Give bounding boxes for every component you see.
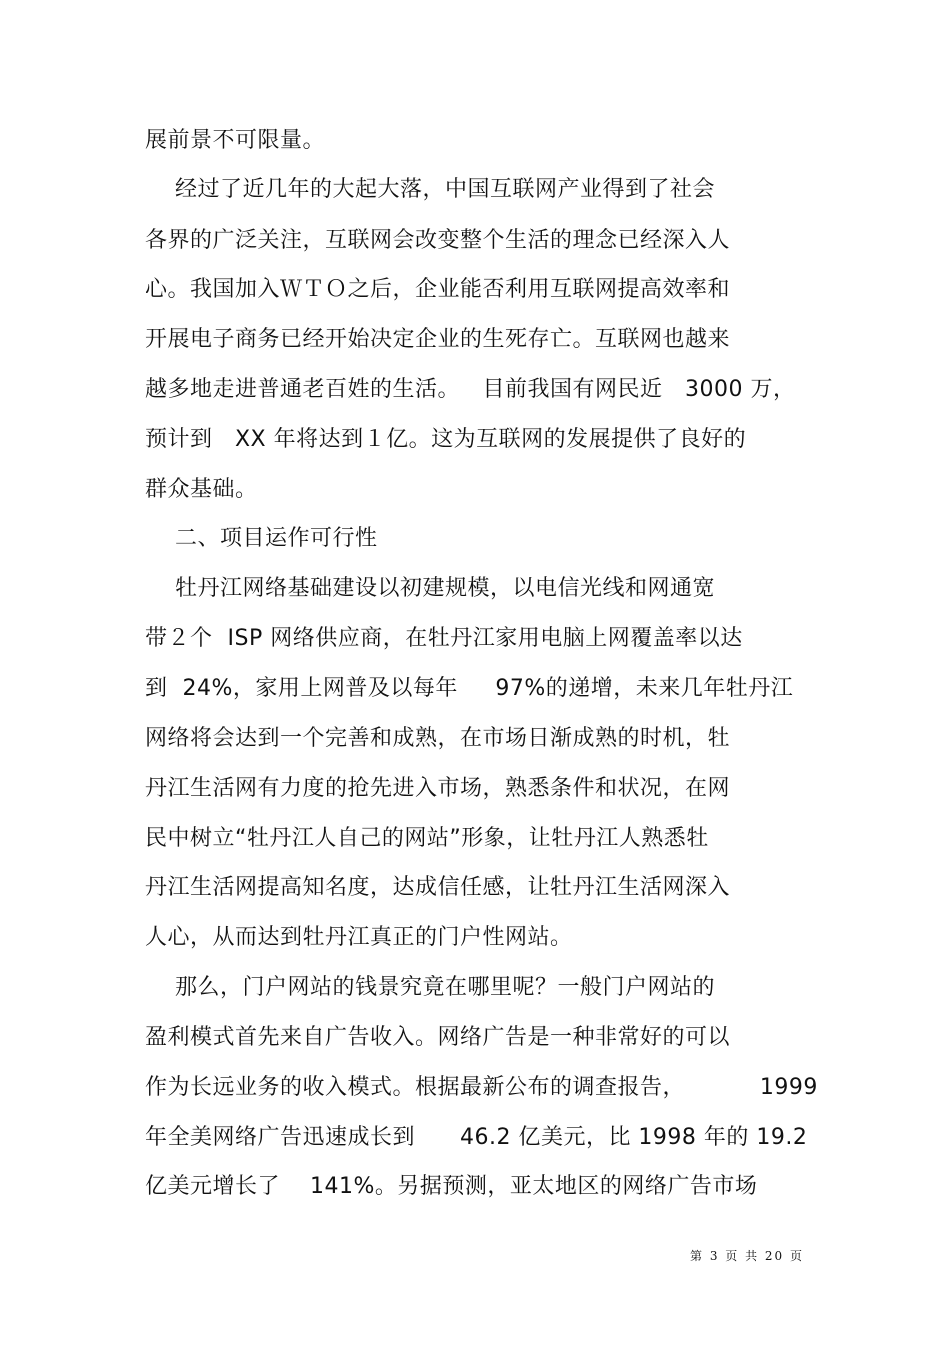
section-heading: 二、项目运作可行性 [145, 526, 378, 551]
body-text-line: 到 24%，家用上网普及以每年 97%的递增，未来几年牡丹江 [145, 676, 794, 701]
body-text-line: 各界的广泛关注，互联网会改变整个生活的理念已经深入人 [145, 228, 731, 253]
body-text-line: 牡丹江网络基础建设以初建规模，以电信光线和网通宽 [145, 576, 715, 601]
page-number-footer: 第 3 页 共 20 页 [690, 1249, 804, 1263]
body-text-line: 那么，门户网站的钱景究竟在哪里呢？一般门户网站的 [145, 975, 715, 1000]
body-text-line: 预计到 XX 年将达到１亿。这为互联网的发展提供了良好的 [145, 427, 747, 452]
body-text-line: 心。我国加入ＷＴＯ之后，企业能否利用互联网提高效率和 [145, 277, 731, 302]
body-text-line: 亿美元增长了 141%。另据预测，亚太地区的网络广告市场 [145, 1174, 758, 1199]
body-text-line: 开展电子商务已经开始决定企业的生死存亡。互联网也越来 [145, 327, 731, 352]
body-text-line: 作为长远业务的收入模式。根据最新公布的调查报告， 1999 [145, 1075, 818, 1100]
body-text-line: 人心，从而达到牡丹江真正的门户性网站。 [145, 925, 573, 950]
body-text-line: 展前景不可限量。 [145, 128, 326, 153]
body-text-line: 带２个 ISP 网络供应商，在牡丹江家用电脑上网覆盖率以达 [145, 626, 743, 651]
body-text-line: 民中树立“牡丹江人自己的网站”形象，让牡丹江人熟悉牡 [145, 826, 709, 851]
body-text-line: 越多地走进普通老百姓的生活。 目前我国有网民近 3000 万， [145, 377, 796, 402]
body-text-line: 经过了近几年的大起大落，中国互联网产业得到了社会 [145, 177, 715, 202]
body-text-line: 丹江生活网提高知名度，达成信任感，让牡丹江生活网深入 [145, 875, 731, 900]
body-text-line: 盈利模式首先来自广告收入。网络广告是一种非常好的可以 [145, 1025, 731, 1050]
body-text-line: 年全美网络广告迅速成长到 46.2 亿美元，比 1998 年的 19.2 [145, 1125, 808, 1150]
body-text-line: 网络将会达到一个完善和成熟，在市场日渐成熟的时机，牡 [145, 726, 731, 751]
body-text-line: 丹江生活网有力度的抢先进入市场，熟悉条件和状况，在网 [145, 776, 731, 801]
body-text-line: 群众基础。 [145, 477, 258, 502]
